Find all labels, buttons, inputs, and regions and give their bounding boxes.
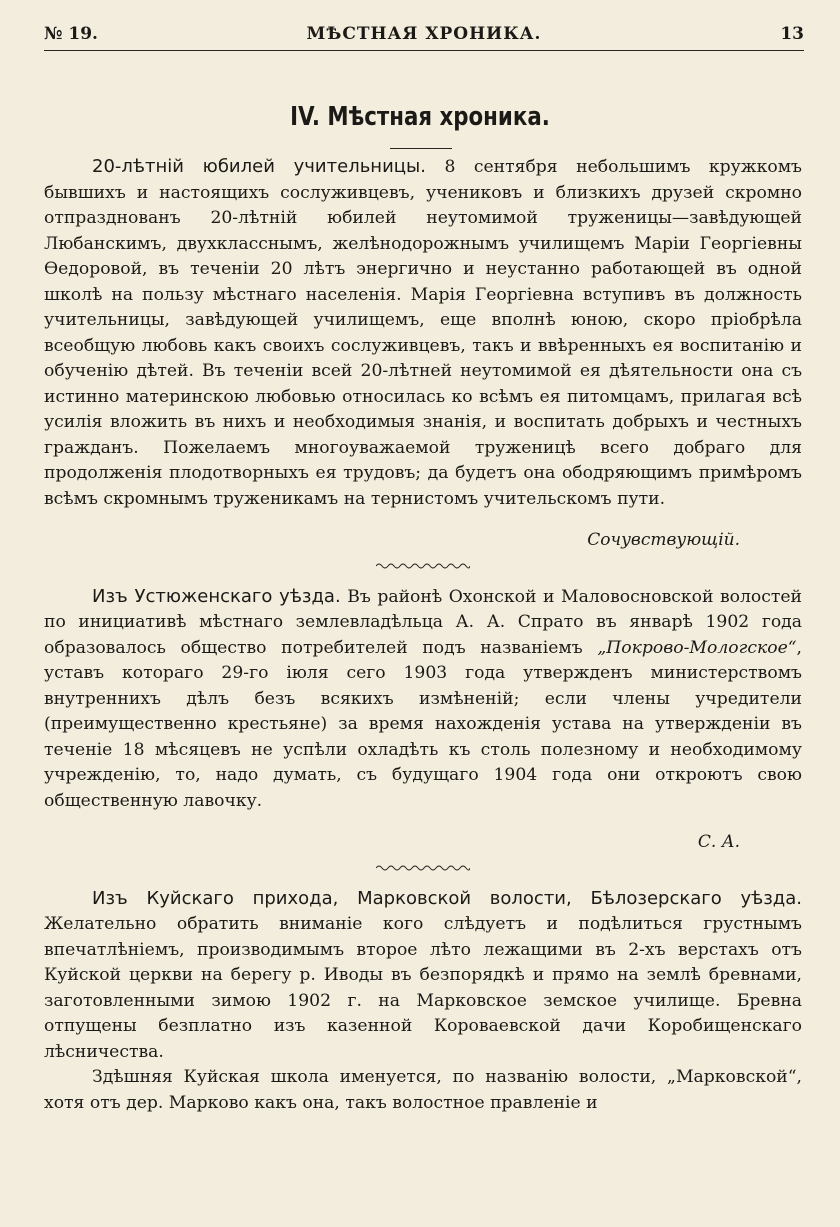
article-body — [44, 154, 802, 1116]
article-2-signature: С. А. — [697, 832, 740, 852]
article-3-paragraph-2 — [44, 1065, 802, 1116]
wavy-separator — [376, 864, 470, 872]
article-2-text: Въ районѣ Охонской и Маловосновской волостей по инициативѣ мѣстнаго землевладѣльца А. А. Спрато въ январѣ 1902 года образовалось общество потребителей подъ названіемъ — [44, 586, 802, 658]
article-3-paragraph — [44, 886, 802, 1066]
wavy-separator — [376, 562, 470, 570]
header-rule — [44, 50, 804, 51]
page-number: 13 — [780, 24, 804, 44]
article-3-lead: Изъ Куйскаго прихода, Марковской волости, Бѣлозерскаго уѣзда. — [92, 887, 802, 909]
society-name: „Покрово-Мологское“ — [597, 637, 797, 658]
article-2-paragraph — [44, 584, 802, 815]
article-2-text-cont: , уставъ котораго 29-го іюля сего 1903 года утвержденъ министерствомъ внутреннихъ дѣлъ безъ всякихъ измѣненій; если члены учредители (преимущественно крестьяне) за время нахожденія устава на утвержденіи въ теченіе 18 мѣсяцевъ не успѣли охладѣть къ столь полезному и необходимому учрежденію, то, надо думать, съ будущаго 1904 года они откроютъ свою общественную лавочку. — [44, 637, 802, 811]
article-1-lead: 20-лѣтній юбилей учительницы. — [92, 156, 426, 177]
article-1-paragraph — [44, 154, 802, 512]
running-title: МѢСТНАЯ ХРОНИКА. — [306, 24, 542, 44]
article-1-text: 8 сентября небольшимъ кружкомъ бывшихъ и настоящихъ сослуживцевъ, учениковъ и близкихъ друзей скромно отпразднованъ 20-лѣтній юбилей неутомимой труженицы—завѣдующей Любанскимъ, двухкласснымъ, желѣнодорожнымъ училищемъ Маріи Георгіевны Ѳедоровой, въ теченіи 20 лѣтъ энергично и неустанно работающей въ одной школѣ на пользу мѣстнаго населенія. Марія Георгіевна вступивъ въ должность учительницы, завѣдующей училищемъ, еще вполнѣ юною, скоро пріобрѣла всеобщую любовь какъ своихъ сослуживцевъ, такъ и ввѣренныхъ ея воспитанію и обученію дѣтей. Въ теченіи всей 20-лѣтней неутомимой ея дѣятельности она съ истинно материнскою любовью относилась ко всѣмъ ея питомцамъ, прилагая всѣ усилія вложить въ нихъ и необходимыя знанія, и воспитать добрыхъ и честныхъ гражданъ. Пожелаемъ многоуважаемой труженицѣ всего добраго для продолженія плодотворныхъ ея трудовъ; да будетъ она ободряющимъ примѣромъ всѣмъ скромнымъ труженикамъ на тернистомъ учительскомъ пути. — [44, 157, 802, 509]
title-rule — [390, 148, 452, 149]
article-1-signature: Сочувствующій. — [587, 530, 740, 550]
article-3-text-cont: Здѣшняя Куйская школа именуется, по названію волости, „Марковской“, хотя отъ дер. Марково какъ она, такъ волостное правленіе и — [44, 1067, 802, 1113]
section-title: IV. Мѣстная хроника. — [290, 102, 550, 132]
issue-number: № 19. — [44, 24, 98, 44]
article-3-text: Желательно обратить вниманіе кого слѣдуетъ и подѣлиться грустнымъ впечатлѣніемъ, производимымъ второе лѣто лежащими въ 2-хъ верстахъ отъ Куйской церкви на берегу р. Иводы въ безпорядкѣ и прямо на землѣ бревнами, заготовленными зимою 1902 г. на Марковское земское училище. Бревна отпущены безплатно изъ казенной Короваевской дачи Коробищенскаго лѣсничества. — [44, 914, 802, 1062]
article-2-lead: Изъ Устюженскаго уѣзда. — [92, 585, 341, 607]
running-head — [44, 24, 804, 48]
